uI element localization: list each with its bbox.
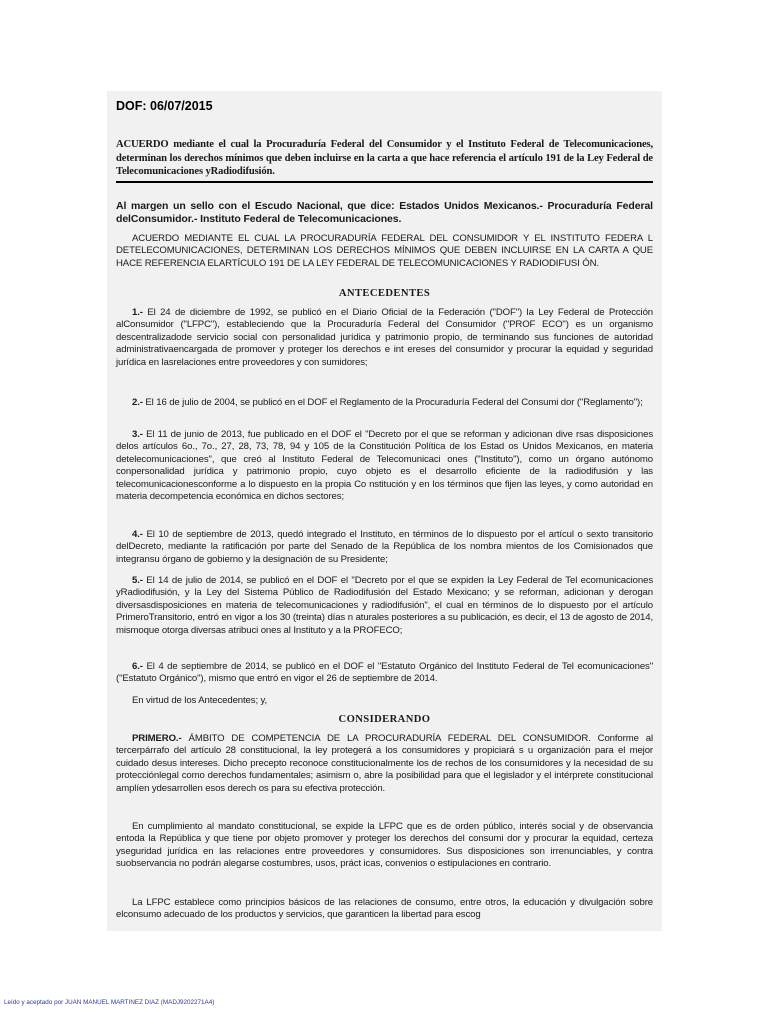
primero-text: ÁMBITO DE COMPETENCIA DE LA PROCURADURÍA FEDERAL DEL CONSUMIDOR. Conforme al tercerpárrafo del artículo 28 constitucional, la ley protegerá a los consumidores y propiciará s u organización para el mejor cuidado desus intereses. Dicho precepto reconoce constitucionalmente los de rechos de los consumidores y la necesidad de su protecciónlegal como derechos fundamentales; asimism o, abre la posibilidad para que el legislador y el intérprete constitucional amplíen ydesarrollen esos derech os para su efectiva protección. bbox=[116, 733, 654, 794]
acceptance-footer: Leído y aceptado por JUAN MANUEL MARTINEZ DIAZ (MADJ9202271A4) bbox=[4, 999, 215, 1006]
document-title: ACUERDO mediante el cual la Procuraduría Federal del Consumidor y el Instituto Federal de Telecomunicaciones, determinan los derechos mínimos que deben incluirse en la carta a que hace referencia el artículo 191 de la Ley Federal de Telecomunicaciones yRadiodifusión. bbox=[116, 139, 653, 178]
acuerdo-caps-paragraph: ACUERDO MEDIANTE EL CUAL LA PROCURADURÍA FEDERAL DEL CONSUMIDOR Y EL INSTITUTO FEDERA L DETELECOMUNICACIONES, DETERMINAN LOS DERECHOS MÍNIMOS QUE DEBEN INCLUIRSE EN LA CARTA A QUE HACE REFERENCIA ELARTÍCULO 191 DE LA LEY FEDERAL DE TELECOMUNICACIONES Y RADIODIFUSI ÓN. bbox=[116, 233, 653, 269]
antecedente-6 bbox=[116, 661, 653, 686]
antecedente-text: El 24 de diciembre de 1992, se publicó en el Diario Oficial de la Federación ("DOF") la Ley Federal de Protección alConsumidor ("LFPC"), estableciendo que la Procuraduría Federal del Consumidor ("PROF ECO") es un organismo descentralizadode servicio social con personalidad jurídica y patrimonio propio, de terminando sus funciones de autoridad administrativaencargada de promover y proteger los derechos e int ereses del consumidor y procurar la equidad y seguridad jurídica en lasrelaciones entre proveedores y con sumidores; bbox=[116, 307, 653, 368]
heading-antecedentes: ANTECEDENTES bbox=[338, 288, 431, 299]
antecedente-number: 1.- bbox=[132, 307, 143, 318]
antecedente-number: 5.- bbox=[132, 575, 143, 586]
antecedente-text: El 10 de septiembre de 2013, quedó integrado el Instituto, en términos de lo dispuesto por el artícul o sexto transitorio delDecreto, mediante la ratificación por parte del Senado de la República de los nombra mientos de los Comisionados que integransu órgano de gobierno y la designación de su Presidente; bbox=[116, 529, 653, 565]
en-virtud-paragraph: En virtud de los Antecedentes; y, bbox=[132, 695, 268, 706]
antecedente-number: 6.- bbox=[132, 661, 143, 672]
antecedente-text: El 16 de julio de 2004, se publicó en el DOF el Reglamento de la Procuraduría Federal del Consumi dor ("Reglamento"); bbox=[145, 397, 643, 408]
antecedente-text: El 11 de junio de 2013, fue publicado en el DOF el "Decreto por el que se reforman y adicionan dive rsas disposiciones delos artículos 6o., 7o., 27, 28, 73, 78, 94 y 105 de la Constitución Política de los Estad os Unidos Mexicanos, en materia detelecomunicaciones", que creó al Instituto Federal de Telecomunicaci ones ("Instituto"), como un órgano autónomo conpersonalidad jurídica y patrimonio propio, cuyo objeto es el desarrollo eficiente de la radiodifusión y las telecomunicacionesconforme a lo dispuesto en la propia Co nstitución y en los términos que fijen las leyes, y como autoridad en materia decompetencia económica en dichos sectores; bbox=[116, 429, 654, 503]
cumplimiento-paragraph: En cumplimiento al mandato constitucional, se expide la LFPC que es de orden público, interés social y de observancia entoda la República y que tiene por objeto promover y proteger los derechos del consumi dor y procurar la equidad, certeza yseguridad jurídica en las relaciones entre proveedores y consumidores. Sus disposiciones son irrenunciables, y contra suobservancia no podrán alegarse costumbres, usos, práct icas, convenios o estipulaciones en contrario. bbox=[116, 821, 653, 870]
dof-date: DOF: 06/07/2015 bbox=[116, 99, 213, 113]
antecedente-2 bbox=[116, 397, 653, 409]
considerando-primero bbox=[116, 733, 653, 795]
title-divider bbox=[116, 181, 653, 183]
antecedente-1 bbox=[116, 307, 653, 369]
document-page bbox=[107, 91, 662, 931]
antecedente-5 bbox=[116, 575, 653, 637]
lfpc-paragraph: La LFPC establece como principios básicos de las relaciones de consumo, entre otros, la educación y divulgación sobre elconsumo adecuado de los productos y servicios, que garanticen la libertad para escog bbox=[116, 897, 653, 921]
antecedente-number: 3.- bbox=[132, 429, 143, 440]
antecedente-number: 4.- bbox=[132, 529, 143, 540]
primero-label: PRIMERO.- bbox=[132, 733, 182, 744]
heading-considerando: CONSIDERANDO bbox=[338, 714, 431, 725]
antecedente-number: 2.- bbox=[132, 397, 143, 408]
antecedente-text: El 14 de julio de 2014, se publicó en el DOF el "Decreto por el que se expiden la Ley Federal de Tel ecomunicaciones yRadiodifusión, y la Ley del Sistema Público de Radiodifusión del Estado Mexicano; y se reforman, adicionan y derogan diversasdisposiciones en materia de telecomunicaciones y radiodifusión", el cual en términos de lo dispuesto por el artículo PrimeroTransitorio, entró en vigor a los 30 (treinta) días n aturales posteriores a su publicación, es decir, el 13 de agosto de 2014, mismoque otorga diversas atribuci ones al Instituto y a la PROFECO; bbox=[116, 575, 653, 636]
antecedente-text: El 4 de septiembre de 2014, se publicó en el DOF el "Estatuto Orgánico del Instituto Federal de Tel ecomunicaciones"("Estatuto Orgánico"), mismo que entró en vigor el 26 de septiembre de 2014. bbox=[116, 661, 654, 685]
antecedente-4 bbox=[116, 529, 653, 566]
antecedente-3 bbox=[116, 429, 653, 503]
margin-note: Al margen un sello con el Escudo Nacional, que dice: Estados Unidos Mexicanos.- Procuraduría Federal delConsumidor.- Instituto Federal de Telecomunicaciones. bbox=[116, 200, 653, 225]
